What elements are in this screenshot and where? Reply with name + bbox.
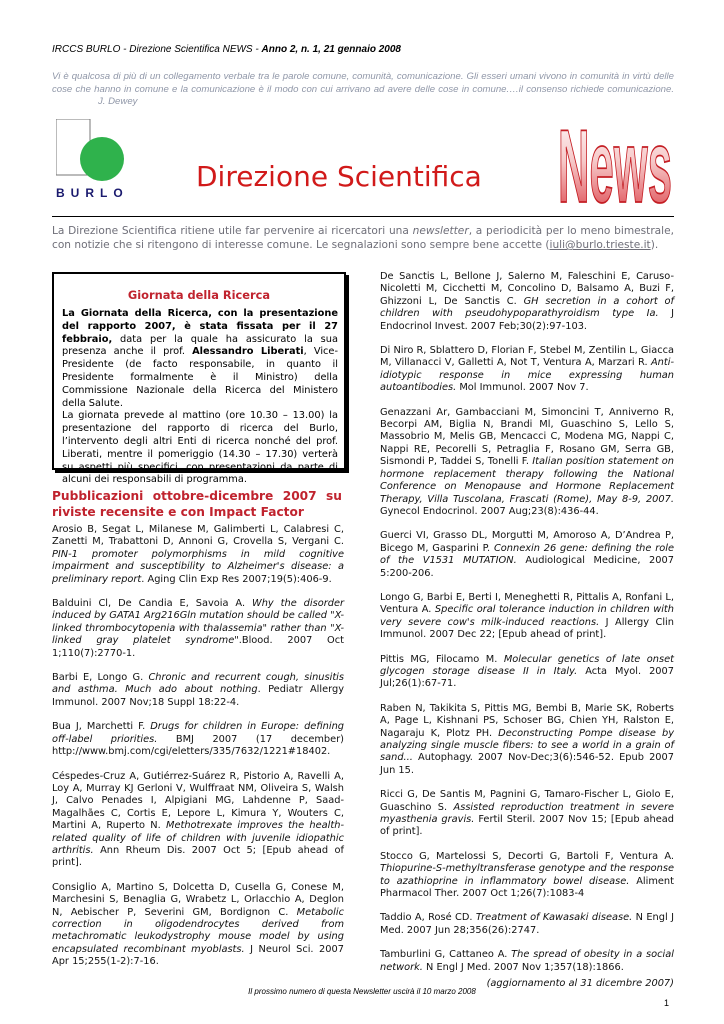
left-references-column [52, 524, 344, 969]
news-wordmark-text: News [558, 118, 672, 208]
reference-item [380, 949, 674, 974]
reference-title: Drugs for children in Europe: defining off-label priorities. [52, 721, 345, 745]
reference-item [52, 771, 344, 870]
epigraph-quote [52, 71, 674, 109]
box-lead: La Giornata della Ricerca, con la presentazione del rapporto 2007, è stata fissata per il 27 febbraio, [62, 308, 338, 345]
reference-title: Why the disorder induced by GATA1 Arg216Gln mutation should be called "X-linked thrombocytopenia with thalassemia" rather than "X-linked gray platelet syndrome" [52, 598, 344, 647]
reference-item [52, 672, 344, 709]
intro-text-3: ). [650, 239, 659, 251]
reference-item [52, 524, 344, 586]
reference-authors: Balduini Cl, De Candia E, Savoia A. [52, 598, 253, 610]
reference-source: Mol Immunol. 2007 Nov 7. [456, 382, 589, 394]
reference-title: Assisted reproduction treatment in severe myasthenia gravis. [380, 801, 674, 826]
reference-source: Gynecol Endocrinol. 2007 Aug;23(8):436-44. [380, 505, 599, 517]
reference-item [52, 598, 344, 660]
reference-item [380, 851, 674, 901]
reference-source: . Pediatr Allergy Immunol. 2007 Nov;18 Suppl 18:22-4. [52, 684, 344, 708]
logo-circle-icon [80, 137, 124, 181]
page-number: 1 [664, 998, 670, 1008]
contact-email-link[interactable]: iuli@burlo.trieste.it [549, 239, 651, 251]
reference-authors: Pittis MG, Filocamo M. [380, 653, 504, 665]
reference-title: Chronic and recurrent cough, sinusitis and asthma. Much ado about nothing [52, 672, 344, 696]
logo-wordmark: BURLO [56, 186, 129, 200]
reference-source: Ann Rheum Dis. 2007 Oct 5; [Epub ahead of print]. [52, 844, 344, 869]
reference-source: J Allergy Clin Immunol. 2007 Dec 22; [Epub ahead of print]. [380, 616, 674, 641]
giornata-ricerca-box [52, 272, 346, 486]
reference-title: PIN-1 promoter polymorphisms in mild cognitive impairment and susceptibility to Alzheimer's disease: a preliminary report [52, 548, 344, 585]
page-title: Direzione Scientifica [196, 160, 482, 193]
reference-authors: Consiglio A, Martino S, Dolcetta D, Cusella G, Conese M, Marchesini S, Benaglia G, Wrabetz L, Orlacchio A, Deglon N, Aebischer P, Severini GM, Bordignon C. [52, 881, 344, 918]
reference-title: Specific oral tolerance induction in children with very severe cow's milk-induced reactions. [380, 604, 674, 628]
reference-source: J Endocrinol Invest. 2007 Feb;30(2):97-103. [380, 308, 674, 332]
news-wordmark [556, 118, 674, 208]
issue-info: Anno 2, n. 1, 21 gennaio 2008 [261, 44, 401, 55]
reference-authors: Tamburlini G, Cattaneo A. [380, 949, 512, 961]
reference-title: Thiopurine-S-methyltransferase genotype and the response to azathioprine in inflammatory bowel disease. [380, 863, 674, 887]
publications-heading: Pubblicazioni ottobre-dicembre 2007 su riviste recensite e con Impact Factor [52, 489, 342, 519]
reference-source: .Blood. 2007 Oct 1;110(7):2770-1. [52, 635, 344, 659]
reference-item [380, 271, 674, 333]
reference-authors: Guerci VI, Grasso DL, Morgutti M, Amoroso A, D’Andrea P, Bicego M, Gasparini P. [380, 530, 674, 554]
update-note: (aggiornamento al 31 dicembre 2007) [486, 978, 674, 990]
reference-authors: Barbi E, Longo G. [52, 672, 149, 684]
box-body [62, 308, 338, 487]
reference-source: Acta Myol. 2007 Jul;26(1):67-71. [380, 665, 675, 690]
reference-item [380, 703, 674, 777]
reference-source: J Neurol Sci. 2007 Apr 15;255(1-2):7-16. [52, 943, 344, 968]
reference-item [380, 912, 674, 937]
reference-title: Anti-idiotypic response in mice expressing human autoantibodies. [380, 357, 674, 394]
reference-authors: De Sanctis L, Bellone J, Salerno M, Faleschini E, Caruso-Nicoletti M, Cicchetti M, Concolino D, Balsamo A, Buzi F, Ghizzoni L, De Sanctis C. [380, 271, 674, 307]
reference-item [380, 789, 674, 839]
reference-title: Molecular genetics of late onset glycogen storage disease II in Italy. [380, 653, 674, 677]
reference-item [380, 345, 674, 395]
reference-authors: Taddio A, Rosé CD. [380, 912, 476, 924]
reference-item [52, 882, 344, 969]
issue-header [52, 44, 401, 55]
reference-item [380, 530, 674, 580]
reference-title: The spread of obesity in a social network. [380, 949, 674, 973]
reference-source: Fertil Steril. 2007 Nov 15; [Epub ahead of print]. [380, 814, 674, 838]
reference-authors: Raben N, Takikita S, Pittis MG, Bembi B, Marie SK, Roberts A, Page L, Kishnani PS, Schoser BG, Chien YH, Ralston E, Nagaraju K, Plotz PH. [380, 702, 674, 739]
reference-authors: Bua J, Marchetti F. [52, 721, 151, 733]
box-text-2: , Vice-Presidente (de facto responsabile, in quanto il Presidente formalmente è il Ministro) della Commissione Nazionale della Ricerca del Ministero della Salute. [62, 346, 338, 409]
intro-paragraph [52, 224, 674, 252]
right-references-column [380, 271, 674, 991]
reference-authors: Genazzani Ar, Gambacciani M, Simoncini T, Anniverno R, Becorpi AM, Biglia N, Brandi Ml, Guaschino S, Lello S, Massobrio M, Melis GB, Mencacci C, Modena MG, Nappi C, Nappi RE, Pecorelli S, Petraglia F, Rosano GM, Serra GB, Sismondi P, Taddei S, Tonelli F. [380, 406, 674, 468]
reference-authors: Céspedes-Cruz A, Gutiérrez-Suárez R, Pistorio A, Ravelli A, Loy A, Murray KJ Gerloni V, Wulffraat NM, Oliveira S, Walsh J, Calvo Penades I, Alpigiani MG, Lahdenne P, Saad-Magalhães C, Cortis E, Lepore L, Kimura Y, Wouters C, Martini A, Ruperto N. [52, 770, 344, 832]
reference-authors: Longo G, Barbi E, Berti I, Meneghetti R, Pittalis A, Ronfani L, Ventura A. [380, 591, 674, 616]
reference-title: Deconstructing Pompe disease by analyzing single muscle fibers: to see a world in a grain of sand... [380, 727, 674, 764]
publication-name: IRCCS BURLO - Direzione Scientifica NEWS [52, 44, 253, 55]
reference-title: Methotrexate improves the health-related quality of life of children with juvenile idiopathic arthritis. [52, 820, 344, 856]
reference-source: Autophagy. 2007 Nov-Dec;3(6):546-52. Epub 2007 Jun 15. [380, 752, 674, 776]
intro-text-2: , a periodicità per lo meno bimestrale, con notizie che si ritengono di interesse comune. Le segnalazioni sono sempre bene accette ( [52, 225, 675, 251]
reference-title: Metabolic correction in oligodendrocytes derived from metachromatic leukodystrophy mouse model by using encapsulated recombinant myoblasts. [52, 906, 344, 955]
reference-authors: Ricci G, De Santis M, Pagnini G, Tamaro-Fischer L, Giolo E, Guaschino S. [380, 789, 674, 813]
box-title: Giornata della Ricerca [127, 288, 271, 302]
reference-title: Connexin 26 gene: defining the role of the V1531 MUTATION. [380, 542, 674, 567]
reference-title: GH secretion in a cohort of children with pseudohypoparathyroidism type Ia. [380, 295, 674, 320]
reference-authors: Stocco G, Martelossi S, Decorti G, Bartoli F, Ventura A. [380, 850, 674, 862]
reference-title: Italian position statement on hormone replacement therapy following the National Conference on Menopause and Hormone Replacement Therapy, Villa Tuscolana, Frascati (Rome), May 8-9, 2007. [380, 456, 674, 505]
reference-source: . Aging Clin Exp Res 2007;19(5):406-9. [141, 573, 332, 585]
reference-title: Treatment of Kawasaki disease. [475, 912, 633, 924]
reference-item [380, 654, 674, 691]
reference-source: Aliment Pharmacol Ther. 2007 Oct 1;26(7):1083-4 [380, 875, 674, 900]
next-issue-footer: Il prossimo numero di questa Newsletter uscirà il 10 marzo 2008 [248, 987, 476, 996]
reference-item [380, 407, 674, 519]
reference-item [52, 721, 344, 758]
quote-text: Vi è qualcosa di più di un collegamento verbale tra le parole comune, comunità, comunicazione. Gli esseri umani vivono in comunità in virtù delle cose che hanno in comune e la comunicazione è il modo con cui arrivano ad avere delle cose in comune.…il consenso richiede comunicazione. [52, 71, 674, 95]
intro-newsletter-word: newsletter [412, 225, 469, 237]
intro-text: La Direzione Scientifica ritiene utile far pervenire ai ricercatori una [52, 225, 413, 237]
reference-authors: Di Niro R, Sblattero D, Florian F, Stebel M, Zentilin L, Giacca M, Villanacci V, Galletti A, Not T, Ventura A, Marzari R. [380, 345, 674, 369]
reference-source: N Engl J Med. 2007 Jun 28;356(26):2747. [380, 912, 674, 936]
reference-source: N Engl J Med. 2007 Nov 1;357(18):1866. [422, 961, 624, 973]
reference-source: BMJ 2007 (17 december) http://www.bmj.com/cgi/eletters/335/7632/1221#18402. [52, 733, 344, 758]
header-rule [52, 216, 674, 217]
header-separator: - [252, 44, 262, 55]
box-schedule: La giornata prevede al mattino (ore 10.30 – 13.00) la presentazione del rapporto di ricerca del Burlo, l’intervento degli altri Enti di ricerca nonché del prof. Liberati, mentre il pomeriggio (14.30 – 17.30) verterà su aspetti più specifici, con presentazioni da parte di alcuni dei responsabili di programma. [62, 410, 338, 486]
box-person-name: Alessandro Liberati [192, 346, 304, 358]
reference-item [380, 592, 674, 642]
quote-author: J. Dewey [98, 96, 138, 107]
reference-source: Audiological Medicine, 2007 5:200-206. [380, 555, 674, 579]
box-text: data per la quale ha assicurato la sua presenza anche il prof. [62, 333, 338, 358]
reference-authors: Arosio B, Segat L, Milanese M, Galimberti L, Calabresi C, Zanetti M, Trabattoni D, Annoni G, Crovella S, Vergani C. [52, 524, 344, 548]
